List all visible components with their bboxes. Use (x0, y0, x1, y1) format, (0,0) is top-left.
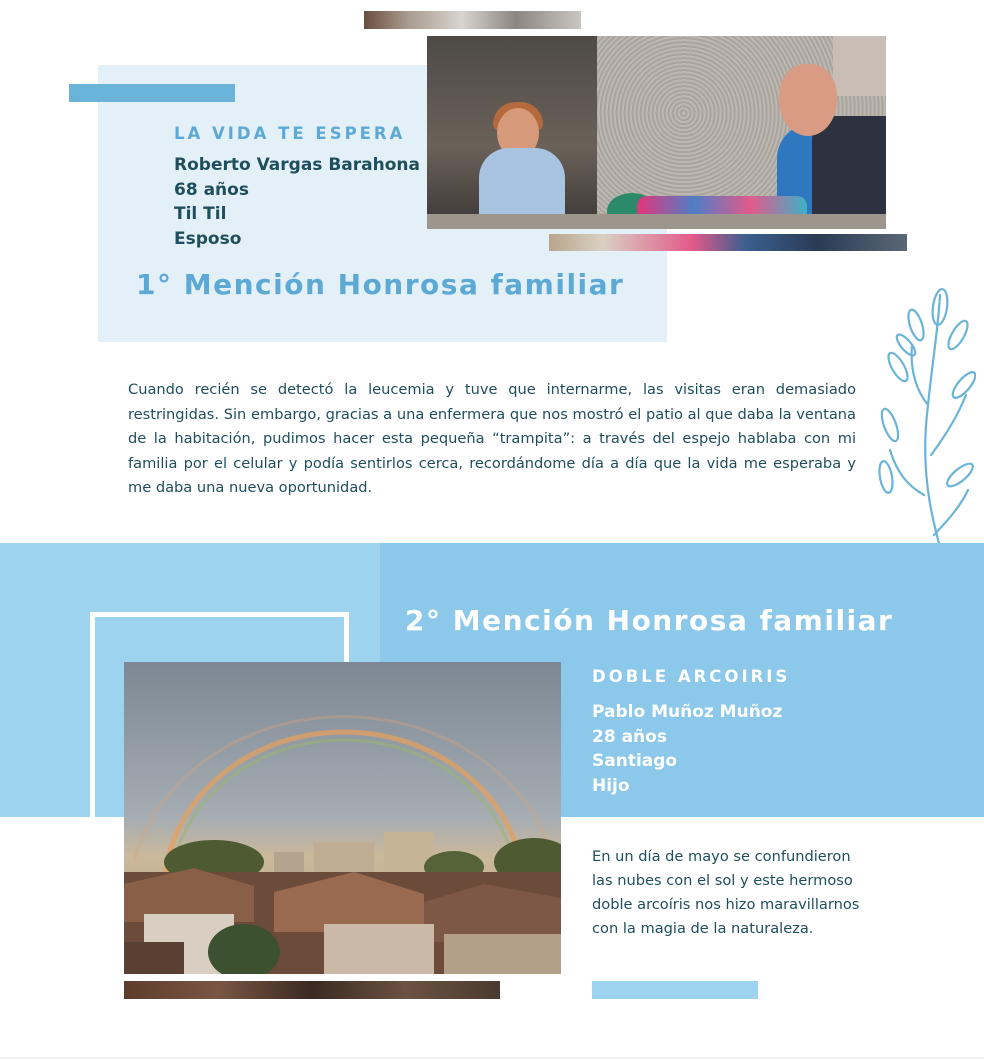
mention2-photo (124, 662, 561, 974)
mention1-info (174, 153, 420, 251)
author-age: 68 años (174, 179, 249, 200)
author-city: Santiago (592, 751, 678, 771)
page-divider (0, 1057, 984, 1059)
mention2-title: 2° Mención Honrosa familiar (405, 604, 894, 637)
author-relation: Esposo (174, 228, 242, 249)
mention1-photo (427, 36, 886, 229)
author-name: Pablo Muñoz Muñoz (592, 702, 783, 722)
mention1-subtitle: LA VIDA TE ESPERA (174, 124, 406, 143)
author-relation: Hijo (592, 775, 630, 796)
mention1-title: 1° Mención Honrosa familiar (136, 268, 625, 301)
mention2-text: En un día de mayo se confundieron las nubes con el sol y este hermoso doble arcoíris nos hizo maravillarnos con la magia de la naturaleza. (592, 848, 860, 937)
accent-bar-2 (592, 981, 758, 999)
photo-strip-bottom (549, 234, 907, 251)
photo-strip-bottom-2 (124, 981, 500, 999)
mention2-subtitle: DOBLE ARCOIRIS (592, 667, 791, 686)
author-age: 28 años (592, 726, 667, 747)
mention1-text: Cuando recién se detectó la leucemia y tuve que internarme, las visitas eran demasiado restringidas. Sin embargo, gracias a una enfermera que nos mostró el patio al que daba la ventana de la habitación, pudimos hacer esta pequeña “trampita”: a través del espejo hablaba con mi familia por el celular y podía sentirlos cerca, recordándome día a día que la vida me esperaba y me daba una nueva oportunidad. (128, 381, 856, 496)
accent-bar (69, 84, 235, 102)
author-name: Roberto Vargas Barahona (174, 155, 420, 175)
photo-strip-top (364, 11, 581, 29)
mention2-info (592, 700, 782, 798)
author-city: Til Til (174, 204, 227, 224)
